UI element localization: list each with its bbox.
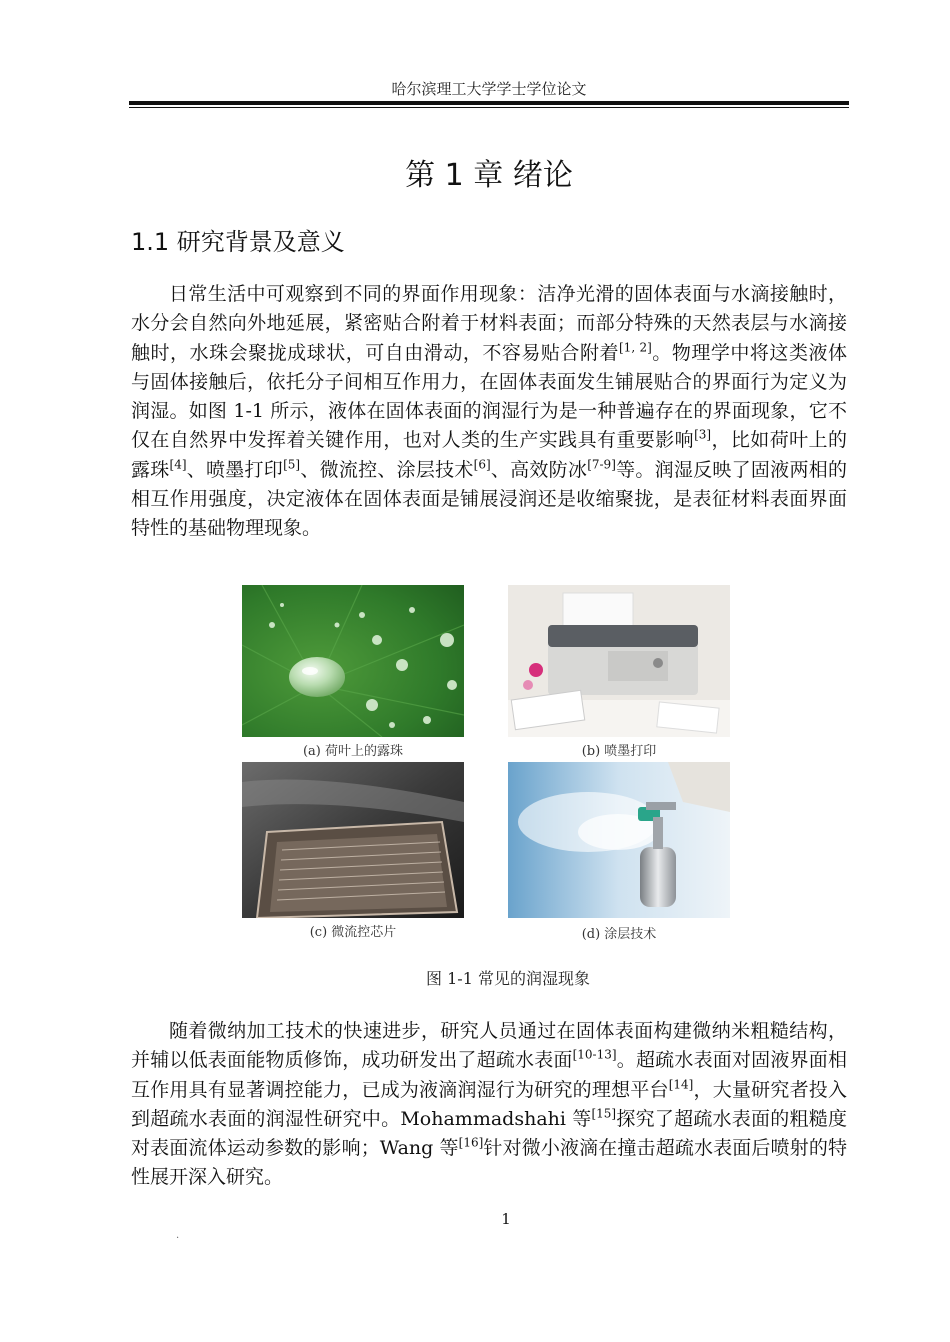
text-span: ，比如荷叶上的露珠 [131, 429, 847, 481]
citation: [15] [591, 1106, 617, 1121]
running-header: 哈尔滨理工大学学士学位论文 [391, 80, 587, 98]
citation: [14] [668, 1077, 694, 1092]
panel-b-caption: (b) 喷墨打印 [581, 744, 657, 759]
header-rule-thick [129, 101, 849, 105]
panel-a-caption: (a) 荷叶上的露珠 [302, 744, 404, 759]
paragraph-2 [131, 1017, 847, 1193]
citation: [7-9] [587, 457, 616, 472]
figure-1-1 [242, 585, 730, 945]
text-span: 针对微小液滴在撞击超疏水表面后喷射的特性展开深入研究。 [131, 1137, 847, 1189]
microfluidic-chip-image [242, 762, 464, 918]
figure-caption: 图 1-1 常见的润湿现象 [426, 969, 590, 988]
text-span: 日常生活中可观察到不同的界面作用现象：洁净光滑的固体表面与水滴接触时，水分会自然向外地延展，紧密贴合附着于材料表面；而部分特殊的天然表层与水滴接触时，水珠会聚拢成球状，可自由滑动，不容易贴合附着 [131, 283, 847, 364]
text-span: 。物理学中将这类液体与固体接触后，依托分子间相互作用力，在固体表面发生铺展贴合的界面行为定义为润湿。如图 1-1 所示，液体在固体表面的润湿行为是一种普遍存在的界面现象，它不仅在自然界中发挥着关键作用，也对人类的生产实践具有重要影响 [131, 341, 847, 452]
citation: [5] [283, 457, 301, 472]
text-span: 随着微纳加工技术的快速进步，研究人员通过在固体表面构建微纳米粗糙结构，并辅以低表面能物质修饰，成功研发出了超疏水表面 [131, 1020, 847, 1072]
inkjet-printer-image [508, 585, 730, 737]
citation: [6] [473, 457, 491, 472]
citation: [4] [169, 457, 187, 472]
panel-c-caption: (c) 微流控芯片 [309, 925, 397, 940]
page-number: 1 [501, 1210, 511, 1228]
panel-d-caption: (d) 涂层技术 [581, 927, 657, 942]
citation: [10-13] [572, 1047, 617, 1062]
section-title: 1.1 研究背景及意义 [131, 228, 345, 256]
citation: [3] [694, 428, 712, 443]
text-span: 、微流控、涂层技术 [300, 458, 474, 481]
lotus-leaf-image [242, 585, 464, 737]
text-span: 、喷墨打印 [186, 458, 284, 481]
footer-dot: . [176, 1230, 180, 1241]
citation: [16] [458, 1135, 484, 1150]
citation: [1, 2] [619, 340, 652, 355]
text-span: 、高效防冰 [490, 458, 588, 481]
text-span: ，大量研究者投入到超疏水表面的润湿性研究中。Mohammadshahi 等 [131, 1078, 847, 1130]
text-span: 探究了超疏水表面的粗糙度对表面流体运动参数的影响；Wang 等 [131, 1107, 847, 1160]
text-span: 。超疏水表面对固液界面相互作用具有显著调控能力，已成为液滴润湿行为研究的理想平台 [131, 1049, 847, 1101]
paragraph-1 [131, 280, 847, 544]
text-span: 等。润湿反映了固液两相的相互作用强度，决定液体在固体表面是铺展浸润还是收缩聚拢，是表征材料表面界面特性的基础物理现象。 [131, 458, 847, 540]
header-rule-thin [129, 107, 849, 108]
spray-coating-image [508, 762, 730, 918]
chapter-title: 第 1 章 绪论 [405, 158, 573, 193]
